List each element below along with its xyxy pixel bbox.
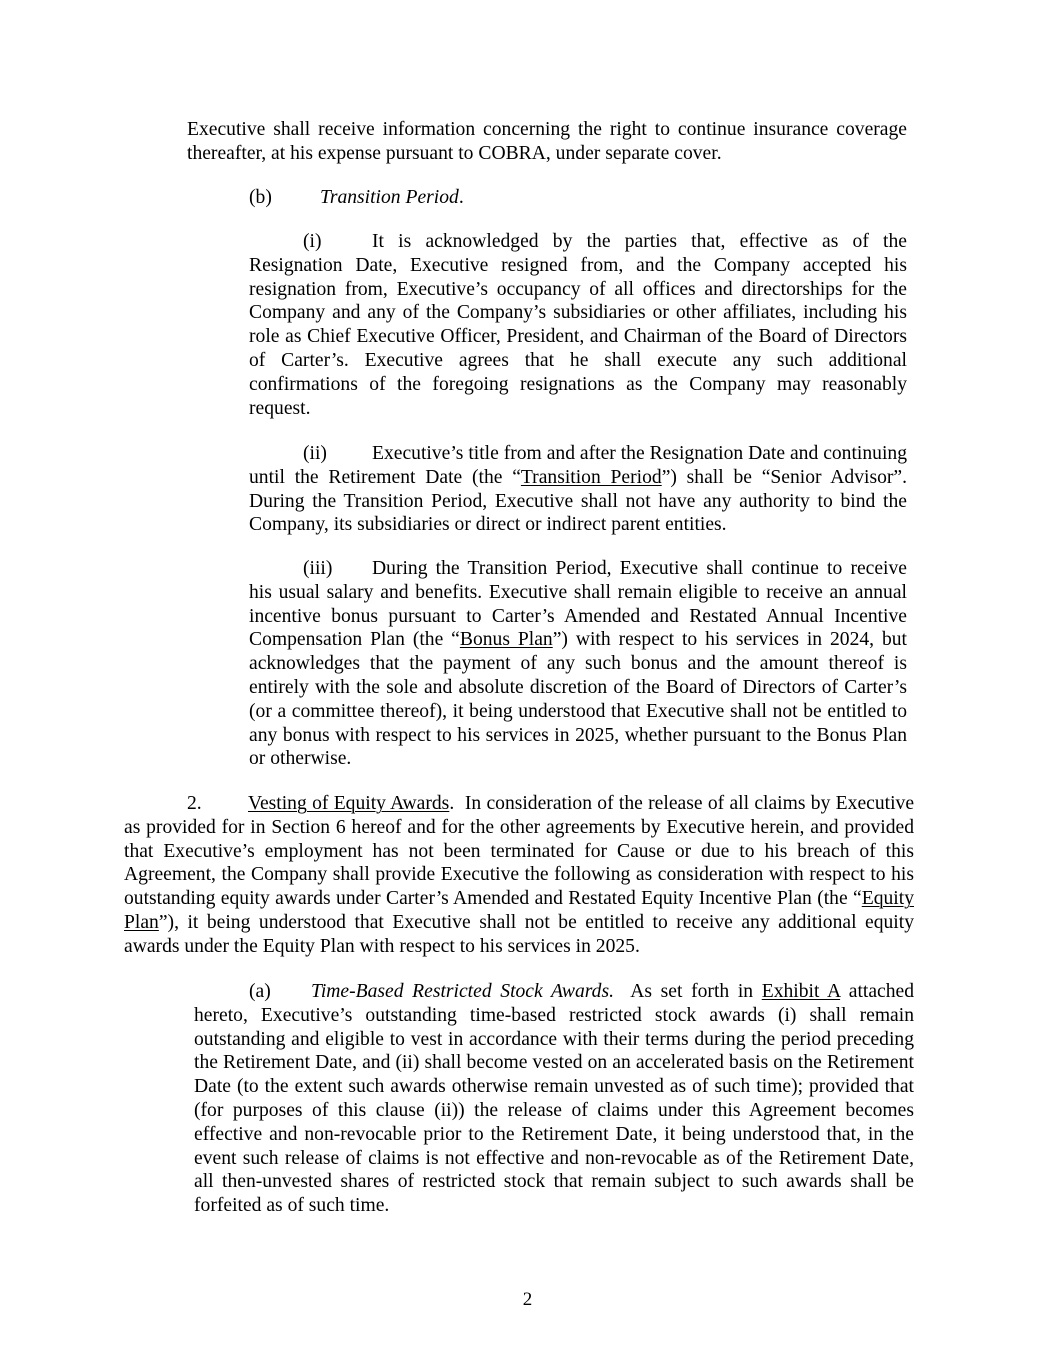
clause-text: It is acknowledged by the parties that, effective as of the Resignation Date, Executive resigned from, and the Company accepted his resignation from, Executive’s occupancy of all offices and directorships for the Company and any of the Company’s subsidiaries or other affiliates, including his role as Chief Executive Officer, President, and Chairman of the Board of Directors of Carter’s. Executive agrees that he shall execute any such additional confirmations of the foregoing resignations as the Company may reasonably request. xyxy=(249,231,907,419)
subsection-text: attached hereto, Executive’s outstanding time-based restricted stock awards (i) shall remain outstanding and eligible to vest in accordance with their terms during the period preceding the Retirement Date, and (ii) shall become vested on an accelerated basis on the Retirement Date (to the extent such awards otherwise remain unvested as of such time); provided that (for purposes of this clause (ii)) the release of claims under this Agreement becomes effective and non-revocable prior to the Retirement Date, it being understood that, in the event such release of claims is not effective and non-revocable as of the Retirement Date, all then-unvested shares of restricted stock that remain subject to such awards shall be forfeited as of such time. xyxy=(194,981,915,1217)
exhibit-reference: Exhibit A xyxy=(761,981,841,1002)
clause-b-i xyxy=(249,230,907,420)
subsection-title: Time-Based Restricted Stock Awards. xyxy=(311,981,614,1002)
page-number: 2 xyxy=(522,1289,533,1310)
subsection-b-heading xyxy=(249,186,909,210)
clause-label: (iii) xyxy=(303,558,333,579)
clause-b-iii xyxy=(249,557,907,771)
clause-label: (i) xyxy=(303,231,322,252)
section-2 xyxy=(124,792,914,959)
defined-term: Bonus Plan xyxy=(459,629,553,651)
clause-text: During the Transition Period, Executive shall continue to receive his usual salary and benefits. Executive shall remain eligible to receive an annual incentive bonus pursuant to Carter’s Amended and Restated Annual Incentive Compensation Plan (the “ xyxy=(249,558,907,651)
clause-text: ”) with respect to his services in 2024, but acknowledges that the payment of any such bonus and the amount thereof is entirely with the sole and absolute discretion of the Board of Directors of Carter’s (or a committee thereof), it being understood that Executive shall not be entitled to any bonus with respect to his services in 2025, whether pursuant to the Bonus Plan or otherwise. xyxy=(249,629,907,770)
paragraph-text: Executive shall receive information concerning the right to continue insurance coverage thereafter, at his expense pursuant to COBRA, under separate cover. xyxy=(187,119,907,164)
subsection-2-a xyxy=(194,980,914,1218)
clause-text: Executive’s title from and after the Resignation Date and continuing until the Retirement Date (the “ xyxy=(249,443,907,488)
defined-term: Equity Plan xyxy=(124,888,914,933)
paragraph-continuation xyxy=(187,118,907,166)
subsection-title: Transition Period xyxy=(320,187,459,208)
clause-b-ii xyxy=(249,442,907,537)
section-number: 2. xyxy=(187,793,202,814)
subsection-label: (b) xyxy=(249,187,272,208)
section-heading: Vesting of Equity Awards xyxy=(248,793,450,814)
section-text: In consideration of the release of all claims by Executive as provided for in Section 6 hereof and for the other agreements by Executive herein, and provided that Executive’s employment has not been terminated for Cause or due to his breach of this Agreement, the Company shall provide Executive the following as consideration with respect to his outstanding equity awards under Carter’s Amended and Restated Equity Incentive Plan (the “ xyxy=(124,793,915,910)
clause-text: ”) shall be “Senior Advisor”. During the Transition Period, Executive shall not have any authority to bind the Company, its subsidiaries or direct or indirect parent entities. xyxy=(249,466,907,536)
subsection-text: As set forth in xyxy=(630,981,762,1002)
subsection-label: (a) xyxy=(249,981,271,1002)
subsection-title-end: . xyxy=(458,187,464,208)
defined-term: Transition Period xyxy=(520,466,662,488)
section-text: ”), it being understood that Executive shall not be entitled to receive any additional equity awards under the Equity Plan with respect to his services in 2025. xyxy=(124,911,914,957)
section-heading-end: . xyxy=(449,793,455,814)
clause-label: (ii) xyxy=(303,443,327,464)
